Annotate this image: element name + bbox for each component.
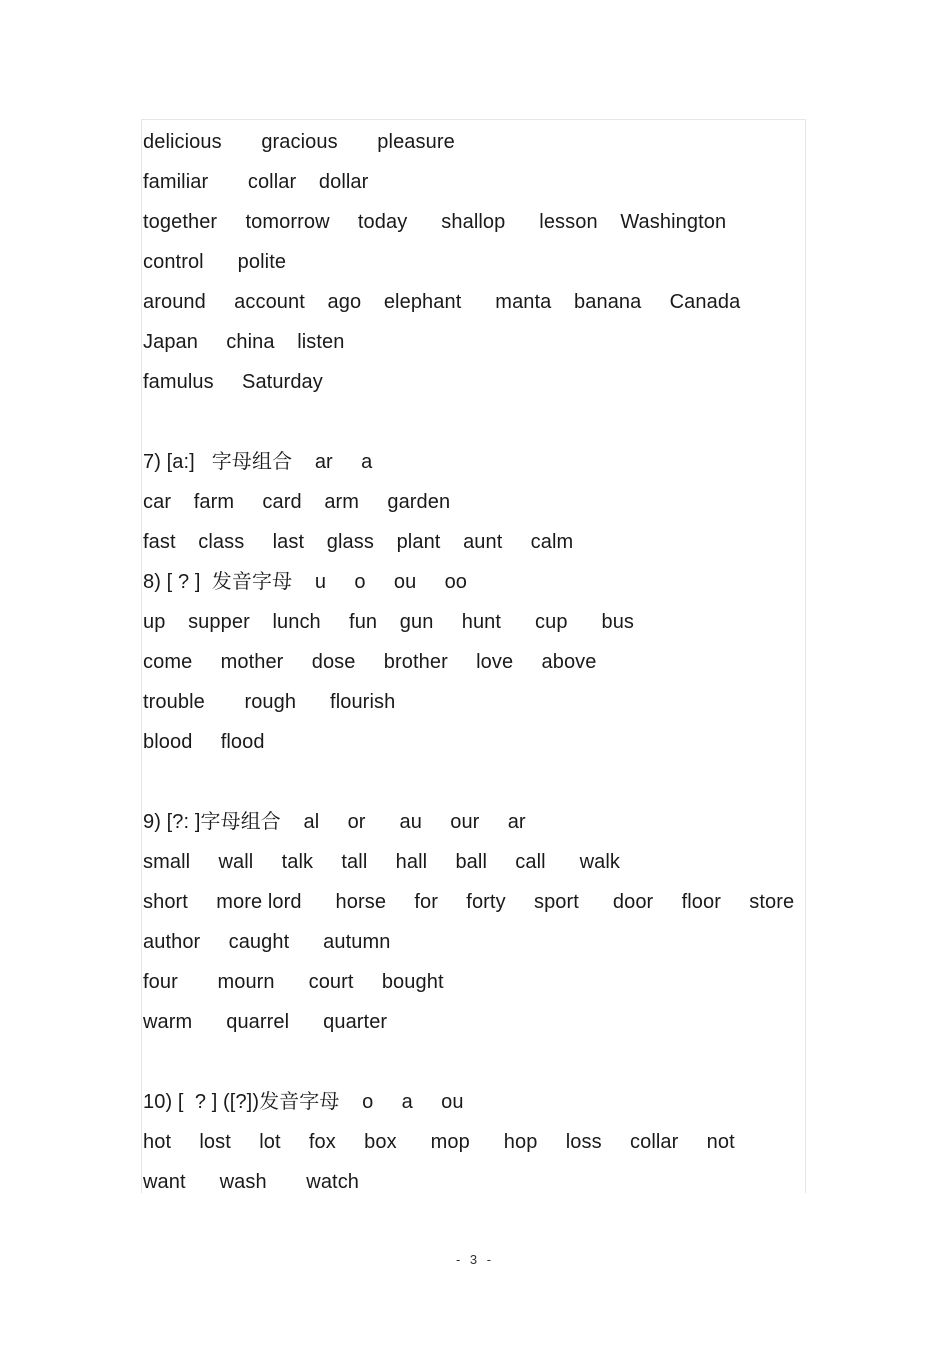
blank-line — [143, 409, 803, 449]
text-line: around account ago elephant manta banana Canada — [143, 291, 741, 313]
text-line: warm quarrel quarter — [143, 1011, 388, 1033]
blank-line — [143, 769, 803, 809]
text-line: up supper lunch fun gun hunt cup bus — [143, 611, 635, 633]
section-heading: 7) [a:] 字母组合 ar a — [143, 451, 373, 473]
text-line: delicious gracious pleasure — [143, 131, 455, 153]
page-number: - 3 - — [455, 1252, 495, 1267]
section-heading: 8) [ ? ] 发音字母 u o ou oo — [143, 571, 468, 593]
text-line: car farm card arm garden — [143, 491, 451, 513]
text-line: control polite — [143, 251, 287, 273]
text-line: four mourn court bought — [143, 971, 444, 993]
text-line: small wall talk tall hall ball call walk — [143, 851, 621, 873]
text-line: want wash watch — [143, 1171, 360, 1193]
text-line: together tomorrow today shallop lesson Washington — [143, 211, 727, 233]
text-line: Japan china listen — [143, 331, 345, 353]
section-heading: 9) [?: ]字母组合 al or au our ar — [143, 811, 526, 833]
text-line: hot lost lot fox box mop hop loss collar not — [143, 1131, 735, 1153]
text-line: fast class last glass plant aunt calm — [143, 531, 574, 553]
text-line: come mother dose brother love above — [143, 651, 597, 673]
text-line: short more lord horse for forty sport door floor store — [143, 891, 795, 913]
text-line: familiar collar dollar — [143, 171, 369, 193]
text-line: author caught autumn — [143, 931, 391, 953]
text-line: trouble rough flourish — [143, 691, 396, 713]
text-line: blood flood — [143, 731, 265, 753]
section-heading: 10) [ ? ] ([?])发音字母 o a ou — [143, 1091, 464, 1113]
blank-line — [143, 1049, 803, 1089]
document-body — [143, 129, 803, 1209]
text-line: famulus Saturday — [143, 371, 323, 393]
